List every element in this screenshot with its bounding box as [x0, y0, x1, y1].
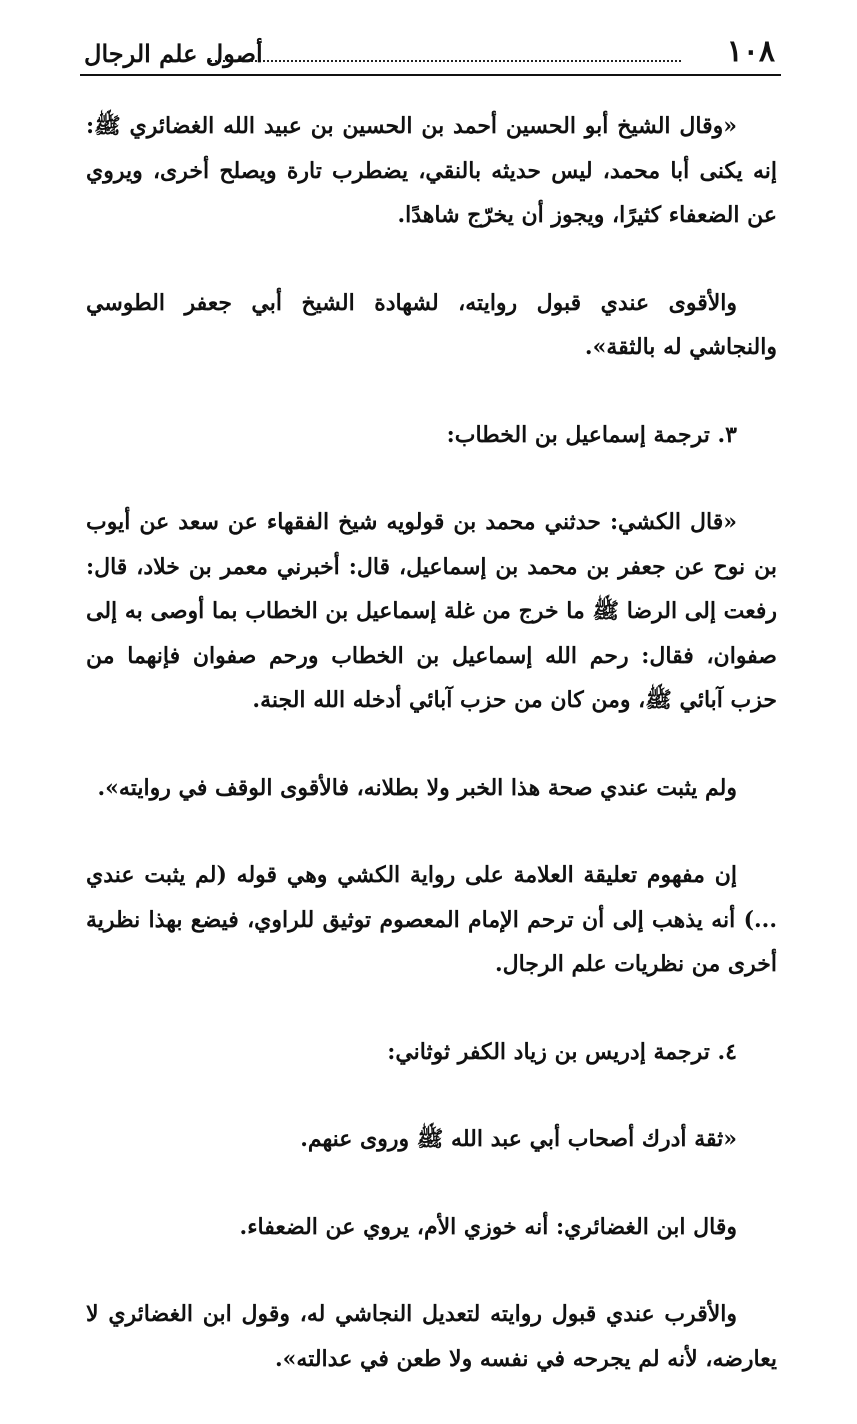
commentary-paragraph: إن مفهوم تعليقة العلامة على رواية الكشي وهي قوله (لم يثبت عندي ...) أنه يذهب إلى أن ترحم الإمام المعصوم توثيق للراوي، فيضع بهذا نظرية أخرى من نظريات علم الرجال.: [86, 862, 777, 977]
quote-paragraph: «وقال الشيخ أبو الحسين أحمد بن الحسين بن عبيد الله الغضائري ﷺ: إنه يكنى أبا محمد، ليس حديثه بالنقي، يضطرب تارة ويصلح أخرى، ويروي عن الضعفاء كثيرًا، ويجوز أن يخرّج شاهدًا.: [86, 113, 777, 228]
quote-paragraph: «قال الكشي: حدثني محمد بن قولويه شيخ الفقهاء عن سعد عن أيوب بن نوح عن جعفر بن محمد بن إسماعيل، قال: أخبرني معمر بن خلاد، قال: رفعت إلى الرضا ﷺ ما خرج من غلة إسماعيل بن الخطاب بما أوصى به إلى صفوان، فقال: رحم الله إسماعيل بن الخطاب ورحم صفوان فإنهما من حزب آبائي ﷺ، ومن كان من حزب آبائي أدخله الله الجنة.: [86, 509, 777, 713]
section-heading: ٣. ترجمة إسماعيل بن الخطاب:: [446, 421, 737, 448]
quote-paragraph: «ثقة أدرك أصحاب أبي عبد الله ﷺ وروى عنهم.: [300, 1126, 737, 1152]
page-body: [86, 104, 777, 1424]
paragraph: والأقرب عندي قبول روايته لتعديل النجاشي له، وقول ابن الغضائري لا يعارضه، لأنه لم يجرحه في نفسه ولا طعن في عدالته».: [86, 1301, 777, 1372]
paragraph: والأقوى عندي قبول روايته، لشهادة الشيخ أبي جعفر الطوسي والنجاشي له بالثقة».: [86, 289, 777, 360]
page-header: [80, 30, 781, 76]
page-number: ١٠٨: [726, 34, 775, 69]
section-heading: ٤. ترجمة إدريس بن زياد الكفر ثوثاني:: [387, 1038, 737, 1065]
header-dotted-leader: [210, 60, 681, 62]
paragraph: ولم يثبت عندي صحة هذا الخبر ولا بطلانه، فالأقوى الوقف في روايته».: [97, 774, 737, 801]
running-title: أصول علم الرجال: [84, 39, 263, 68]
paragraph: وقال ابن الغضائري: أنه خوزي الأم، يروي عن الضعفاء.: [239, 1213, 737, 1240]
